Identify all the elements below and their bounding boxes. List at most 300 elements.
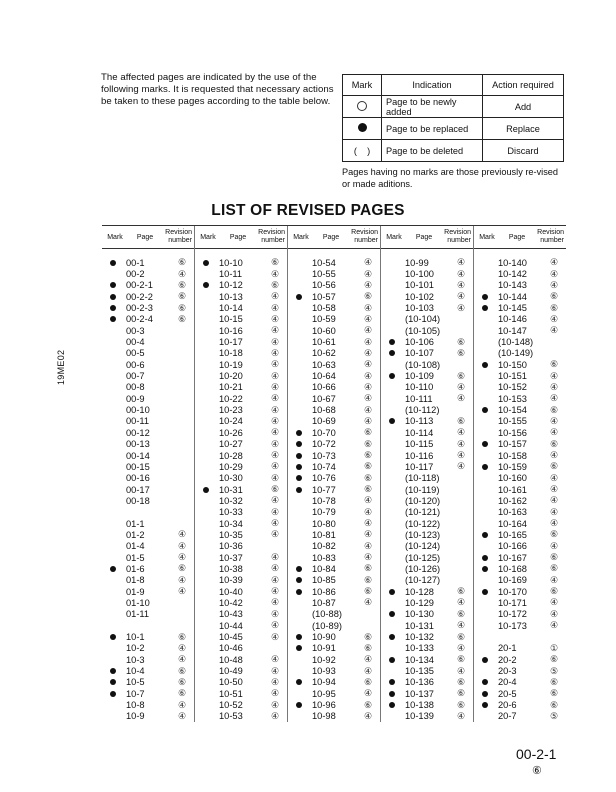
replace-mark-icon bbox=[474, 464, 496, 470]
revision-cell: ⑥ bbox=[177, 257, 187, 268]
page-cell: 10-77 bbox=[312, 484, 336, 495]
page-cell: (10-120) bbox=[405, 495, 441, 506]
page-cell: 10-117 bbox=[405, 461, 434, 472]
revision-cell: ④ bbox=[363, 347, 373, 358]
revision-cell: ① bbox=[549, 642, 559, 653]
legend-header-indication: Indication bbox=[382, 75, 483, 96]
table-row bbox=[474, 450, 566, 461]
revision-cell: ④ bbox=[363, 393, 373, 404]
replace-mark-icon bbox=[288, 430, 310, 436]
replace-mark-icon bbox=[288, 589, 310, 595]
replace-mark-icon bbox=[474, 555, 496, 561]
page-cell: 10-137 bbox=[405, 688, 434, 699]
table-row bbox=[102, 597, 194, 608]
page-cell: 10-106 bbox=[405, 337, 434, 348]
table-row bbox=[102, 450, 194, 461]
table-row bbox=[381, 268, 473, 279]
replace-mark-icon bbox=[474, 702, 496, 708]
revision-cell: ⑥ bbox=[363, 472, 373, 483]
page-cell: 10-61 bbox=[312, 337, 336, 348]
revision-cell: ⑥ bbox=[456, 336, 466, 347]
page-cell: 10-170 bbox=[498, 586, 527, 597]
replace-mark-icon bbox=[474, 589, 496, 595]
table-row bbox=[102, 280, 194, 291]
revision-cell: ④ bbox=[363, 404, 373, 415]
page-cell: 10-157 bbox=[498, 439, 527, 450]
page-cell: 10-93 bbox=[312, 666, 336, 677]
table-column-group bbox=[288, 226, 381, 722]
table-row bbox=[288, 507, 380, 518]
page-cell: 10-12 bbox=[219, 280, 243, 291]
table-row bbox=[102, 586, 194, 597]
table-row bbox=[102, 461, 194, 472]
page-cell: 10-42 bbox=[219, 597, 243, 608]
intro-text: The affected pages are indicated by the use of the following marks. It is requested that necessary actions be taken to these pages according to the table below. bbox=[101, 72, 334, 107]
revision-cell: ④ bbox=[270, 427, 280, 438]
table-row bbox=[195, 711, 287, 722]
replace-mark-icon bbox=[102, 260, 124, 266]
revision-cell: ④ bbox=[456, 257, 466, 268]
replace-mark-icon bbox=[381, 339, 403, 345]
page-cell: 10-35 bbox=[219, 529, 243, 540]
table-row bbox=[381, 529, 473, 540]
page-cell: 00-2-3 bbox=[126, 303, 153, 314]
page-cell: 10-14 bbox=[219, 303, 243, 314]
table-row bbox=[474, 563, 566, 574]
table-row bbox=[474, 541, 566, 552]
revision-cell: ⑥ bbox=[363, 631, 373, 642]
table-row bbox=[381, 382, 473, 393]
page-cell: 10-78 bbox=[312, 495, 336, 506]
revision-cell: ④ bbox=[456, 450, 466, 461]
revision-cell: ④ bbox=[456, 427, 466, 438]
revision-cell: ④ bbox=[270, 688, 280, 699]
table-row bbox=[195, 677, 287, 688]
page-cell: (10-148) bbox=[498, 337, 534, 348]
revision-cell: ⑥ bbox=[549, 688, 559, 699]
revision-cell: ④ bbox=[549, 608, 559, 619]
legend-action: Discard bbox=[483, 140, 564, 162]
page-cell: (10-112) bbox=[405, 405, 440, 416]
document-code: 19ME02 bbox=[56, 349, 66, 385]
revision-cell: ④ bbox=[549, 393, 559, 404]
page-cell: (10-88) bbox=[312, 609, 342, 620]
revision-cell: ⑥ bbox=[363, 574, 373, 585]
legend-row-add bbox=[343, 96, 564, 118]
replace-mark-icon bbox=[288, 294, 310, 300]
table-row bbox=[288, 268, 380, 279]
table-row bbox=[288, 382, 380, 393]
legend-indication: Page to be newly added bbox=[382, 96, 483, 118]
table-row bbox=[102, 518, 194, 529]
legend-row-replace bbox=[343, 118, 564, 140]
table-row bbox=[195, 665, 287, 676]
page-cell: 10-95 bbox=[312, 688, 336, 699]
table-row bbox=[381, 495, 473, 506]
page-cell: 10-31 bbox=[219, 484, 243, 495]
table-row bbox=[381, 257, 473, 268]
table-row bbox=[381, 359, 473, 370]
page-cell: 01-1 bbox=[126, 518, 145, 529]
table-row bbox=[474, 495, 566, 506]
page-cell: 10-81 bbox=[312, 529, 336, 540]
table-row bbox=[288, 302, 380, 313]
header-mark: Mark bbox=[200, 233, 216, 241]
replace-mark-icon bbox=[474, 441, 496, 447]
table-row bbox=[195, 529, 287, 540]
table-row bbox=[474, 643, 566, 654]
header-page: Page bbox=[136, 233, 154, 241]
page-cell: 10-173 bbox=[498, 620, 527, 631]
page-cell: 10-59 bbox=[312, 314, 336, 325]
page-cell: 01-10 bbox=[126, 597, 150, 608]
page-cell: 10-100 bbox=[405, 269, 434, 280]
table-row bbox=[288, 393, 380, 404]
table-row bbox=[195, 450, 287, 461]
page-cell: 20-6 bbox=[498, 700, 517, 711]
page-cell: 10-67 bbox=[312, 393, 336, 404]
revision-cell: ④ bbox=[549, 427, 559, 438]
table-row bbox=[288, 575, 380, 586]
page-cell: 10-131 bbox=[405, 620, 434, 631]
table-row bbox=[195, 586, 287, 597]
page-cell: 00-17 bbox=[126, 484, 150, 495]
page-cell: 10-40 bbox=[219, 586, 243, 597]
table-row bbox=[381, 336, 473, 347]
revision-cell: ④ bbox=[270, 450, 280, 461]
table-row bbox=[474, 268, 566, 279]
revision-cell: ⑥ bbox=[270, 484, 280, 495]
table-row bbox=[288, 529, 380, 540]
replace-mark-icon bbox=[102, 305, 124, 311]
table-row bbox=[102, 473, 194, 484]
page-revision: ⑥ bbox=[532, 765, 542, 777]
table-row bbox=[474, 359, 566, 370]
page-cell: 00-5 bbox=[126, 348, 145, 359]
page-cell: (10-108) bbox=[405, 359, 441, 370]
table-row bbox=[288, 257, 380, 268]
page-cell: 20-1 bbox=[498, 643, 517, 654]
table-row bbox=[195, 291, 287, 302]
table-row bbox=[288, 450, 380, 461]
table-row bbox=[288, 699, 380, 710]
table-row bbox=[381, 314, 473, 325]
replace-mark-icon bbox=[102, 566, 124, 572]
table-row bbox=[288, 552, 380, 563]
revision-cell: ⑥ bbox=[549, 438, 559, 449]
legend-header-action: Action required bbox=[483, 75, 564, 96]
header-revision: Revision number bbox=[351, 229, 378, 244]
page-cell: 10-145 bbox=[498, 303, 527, 314]
page-cell: (10-125) bbox=[405, 552, 441, 563]
table-row bbox=[474, 631, 566, 642]
table-row bbox=[195, 427, 287, 438]
page-cell: 10-163 bbox=[498, 507, 527, 518]
revision-cell: ④ bbox=[177, 699, 187, 710]
revision-cell: ⑥ bbox=[549, 291, 559, 302]
table-row bbox=[288, 484, 380, 495]
revision-cell: ④ bbox=[270, 393, 280, 404]
revision-cell: ④ bbox=[363, 415, 373, 426]
table-row bbox=[195, 348, 287, 359]
page-cell: 20-4 bbox=[498, 677, 517, 688]
page-cell: 10-134 bbox=[405, 654, 434, 665]
revision-cell: ④ bbox=[363, 359, 373, 370]
table-row bbox=[288, 677, 380, 688]
table-row bbox=[474, 575, 566, 586]
revision-cell: ⑥ bbox=[177, 302, 187, 313]
parentheses-icon: ( ) bbox=[343, 140, 382, 162]
page-cell: 10-153 bbox=[498, 393, 527, 404]
page-cell: 00-3 bbox=[126, 325, 145, 336]
table-column-group bbox=[381, 226, 474, 722]
table-row bbox=[195, 359, 287, 370]
table-row bbox=[474, 393, 566, 404]
page-cell: 10-159 bbox=[498, 461, 527, 472]
page-cell: (10-123) bbox=[405, 529, 441, 540]
page-cell: 10-79 bbox=[312, 507, 336, 518]
page-cell: 00-8 bbox=[126, 382, 145, 393]
replace-mark-icon bbox=[288, 679, 310, 685]
table-row bbox=[195, 552, 287, 563]
revision-cell: ⑥ bbox=[456, 608, 466, 619]
page-cell: 10-103 bbox=[405, 303, 434, 314]
revision-cell: ④ bbox=[549, 495, 559, 506]
revision-cell: ⑥ bbox=[456, 415, 466, 426]
revision-cell: ④ bbox=[363, 370, 373, 381]
revision-cell: ④ bbox=[456, 381, 466, 392]
table-row bbox=[381, 416, 473, 427]
table-row bbox=[381, 609, 473, 620]
legend-indication: Page to be replaced bbox=[382, 118, 483, 140]
table-column-group bbox=[474, 226, 566, 722]
table-row bbox=[102, 427, 194, 438]
revision-cell: ⑥ bbox=[363, 461, 373, 472]
table-row bbox=[102, 404, 194, 415]
column-header bbox=[288, 226, 380, 249]
table-row bbox=[474, 665, 566, 676]
table-row bbox=[381, 473, 473, 484]
revision-cell: ⑥ bbox=[549, 359, 559, 370]
page-cell: 10-51 bbox=[219, 688, 243, 699]
table-row bbox=[474, 518, 566, 529]
revision-cell: ④ bbox=[456, 438, 466, 449]
revision-cell: ④ bbox=[549, 620, 559, 631]
revision-cell: ④ bbox=[270, 404, 280, 415]
column-header bbox=[381, 226, 473, 249]
page-cell: 10-101 bbox=[405, 280, 434, 291]
table-row bbox=[102, 268, 194, 279]
table-row bbox=[288, 609, 380, 620]
page-cell: 10-49 bbox=[219, 666, 243, 677]
revision-cell: ④ bbox=[549, 597, 559, 608]
revision-cell: ④ bbox=[270, 574, 280, 585]
column-header bbox=[102, 226, 194, 249]
table-row bbox=[102, 631, 194, 642]
page-cell: 10-20 bbox=[219, 371, 243, 382]
header-revision: Revision number bbox=[444, 229, 471, 244]
page-cell: 00-6 bbox=[126, 359, 145, 370]
page-cell: 10-1 bbox=[126, 632, 145, 643]
revision-cell: ④ bbox=[363, 257, 373, 268]
page-cell: 10-165 bbox=[498, 529, 527, 540]
table-row bbox=[474, 382, 566, 393]
replace-mark-icon bbox=[381, 657, 403, 663]
page-cell: 10-151 bbox=[498, 371, 527, 382]
table-row bbox=[381, 699, 473, 710]
revision-cell: ④ bbox=[270, 291, 280, 302]
page-cell: 10-9 bbox=[126, 711, 145, 722]
table-row bbox=[381, 620, 473, 631]
page-cell: 10-68 bbox=[312, 405, 336, 416]
page-cell: 01-8 bbox=[126, 575, 145, 586]
revision-cell: ④ bbox=[270, 302, 280, 313]
replace-mark-icon bbox=[381, 350, 403, 356]
page-cell: 00-1 bbox=[126, 257, 145, 268]
replace-mark-icon bbox=[195, 487, 217, 493]
header-page: Page bbox=[508, 233, 526, 241]
revision-cell: ⑥ bbox=[363, 438, 373, 449]
page-cell: 10-66 bbox=[312, 382, 336, 393]
page-cell: 10-86 bbox=[312, 586, 336, 597]
page-cell: 10-18 bbox=[219, 348, 243, 359]
page-cell: 10-38 bbox=[219, 563, 243, 574]
page-cell: 10-55 bbox=[312, 269, 336, 280]
table-row bbox=[474, 370, 566, 381]
revision-cell: ④ bbox=[363, 688, 373, 699]
page-cell: 10-99 bbox=[405, 257, 429, 268]
page-cell: 10-142 bbox=[498, 269, 527, 280]
table-row bbox=[288, 631, 380, 642]
replace-mark-icon bbox=[381, 418, 403, 424]
revision-cell: ⑤ bbox=[549, 710, 559, 721]
revision-cell: ⑥ bbox=[363, 699, 373, 710]
table-row bbox=[288, 518, 380, 529]
replace-mark-icon bbox=[288, 566, 310, 572]
page-cell: (10-118) bbox=[405, 473, 440, 484]
table-row bbox=[102, 495, 194, 506]
page-cell: 10-162 bbox=[498, 495, 527, 506]
table-row bbox=[381, 450, 473, 461]
table-row bbox=[381, 302, 473, 313]
page-cell: 10-57 bbox=[312, 291, 336, 302]
table-row bbox=[381, 348, 473, 359]
replace-mark-icon bbox=[102, 294, 124, 300]
page-cell: 10-155 bbox=[498, 416, 527, 427]
revision-cell: ④ bbox=[549, 415, 559, 426]
table-row bbox=[195, 268, 287, 279]
table-row bbox=[288, 439, 380, 450]
table-row bbox=[381, 280, 473, 291]
replace-mark-icon bbox=[288, 634, 310, 640]
page-cell: 10-52 bbox=[219, 700, 243, 711]
page-cell: 10-146 bbox=[498, 314, 527, 325]
page-cell: 10-150 bbox=[498, 359, 527, 370]
table-row bbox=[381, 439, 473, 450]
page-cell: 10-50 bbox=[219, 677, 243, 688]
replace-mark-icon bbox=[381, 634, 403, 640]
table-row bbox=[381, 665, 473, 676]
table-row bbox=[102, 336, 194, 347]
page-cell: 10-26 bbox=[219, 427, 243, 438]
table-row bbox=[381, 711, 473, 722]
revision-cell: ⑥ bbox=[456, 688, 466, 699]
table-row bbox=[381, 507, 473, 518]
replace-mark-icon bbox=[381, 679, 403, 685]
page-cell: 10-143 bbox=[498, 280, 527, 291]
page-cell: 10-167 bbox=[498, 552, 527, 563]
page-cell: (10-89) bbox=[312, 620, 342, 631]
revision-cell: ④ bbox=[549, 370, 559, 381]
table-row bbox=[102, 699, 194, 710]
revision-cell: ⑥ bbox=[549, 586, 559, 597]
table-row bbox=[102, 711, 194, 722]
page-cell: 10-72 bbox=[312, 439, 336, 450]
revision-cell: ④ bbox=[270, 495, 280, 506]
table-row bbox=[195, 439, 287, 450]
revision-cell: ④ bbox=[270, 461, 280, 472]
replace-mark-icon bbox=[288, 645, 310, 651]
replace-mark-icon bbox=[288, 453, 310, 459]
table-row bbox=[288, 416, 380, 427]
revision-cell: ④ bbox=[363, 268, 373, 279]
revision-cell: ④ bbox=[456, 291, 466, 302]
page-cell: 10-132 bbox=[405, 632, 434, 643]
page-cell: 10-169 bbox=[498, 575, 527, 586]
table-row bbox=[474, 654, 566, 665]
table-row bbox=[102, 325, 194, 336]
page-cell: 10-135 bbox=[405, 666, 434, 677]
revision-cell: ④ bbox=[549, 381, 559, 392]
revision-cell: ④ bbox=[270, 699, 280, 710]
page-cell: 10-83 bbox=[312, 552, 336, 563]
revision-cell: ④ bbox=[177, 586, 187, 597]
page-cell: 10-19 bbox=[219, 359, 243, 370]
table-row bbox=[474, 609, 566, 620]
table-row bbox=[102, 688, 194, 699]
header-page: Page bbox=[229, 233, 247, 241]
table-row bbox=[474, 711, 566, 722]
revision-cell: ⑥ bbox=[549, 699, 559, 710]
page-cell: 00-9 bbox=[126, 393, 145, 404]
revision-cell: ④ bbox=[363, 529, 373, 540]
revision-cell: ⑥ bbox=[363, 484, 373, 495]
revision-cell: ⑥ bbox=[549, 654, 559, 665]
page-number: 00-2-1 bbox=[516, 746, 557, 762]
revision-cell: ⑥ bbox=[177, 313, 187, 324]
table-row bbox=[102, 575, 194, 586]
revision-cell: ④ bbox=[177, 529, 187, 540]
header-mark: Mark bbox=[386, 233, 402, 241]
revision-cell: ⑥ bbox=[270, 257, 280, 268]
column-header bbox=[474, 226, 566, 249]
page-cell: 01-11 bbox=[126, 609, 150, 620]
revision-cell: ④ bbox=[270, 563, 280, 574]
table-row bbox=[381, 631, 473, 642]
table-row bbox=[381, 552, 473, 563]
table-row bbox=[195, 688, 287, 699]
table-row bbox=[102, 529, 194, 540]
revision-cell: ④ bbox=[270, 676, 280, 687]
page-cell: 00-10 bbox=[126, 405, 150, 416]
table-row bbox=[381, 597, 473, 608]
legend-header-mark: Mark bbox=[343, 75, 382, 96]
page-cell: 10-91 bbox=[312, 643, 336, 654]
table-row bbox=[195, 597, 287, 608]
page-cell: 10-63 bbox=[312, 359, 336, 370]
replace-mark-icon bbox=[102, 668, 124, 674]
revision-cell: ④ bbox=[363, 495, 373, 506]
